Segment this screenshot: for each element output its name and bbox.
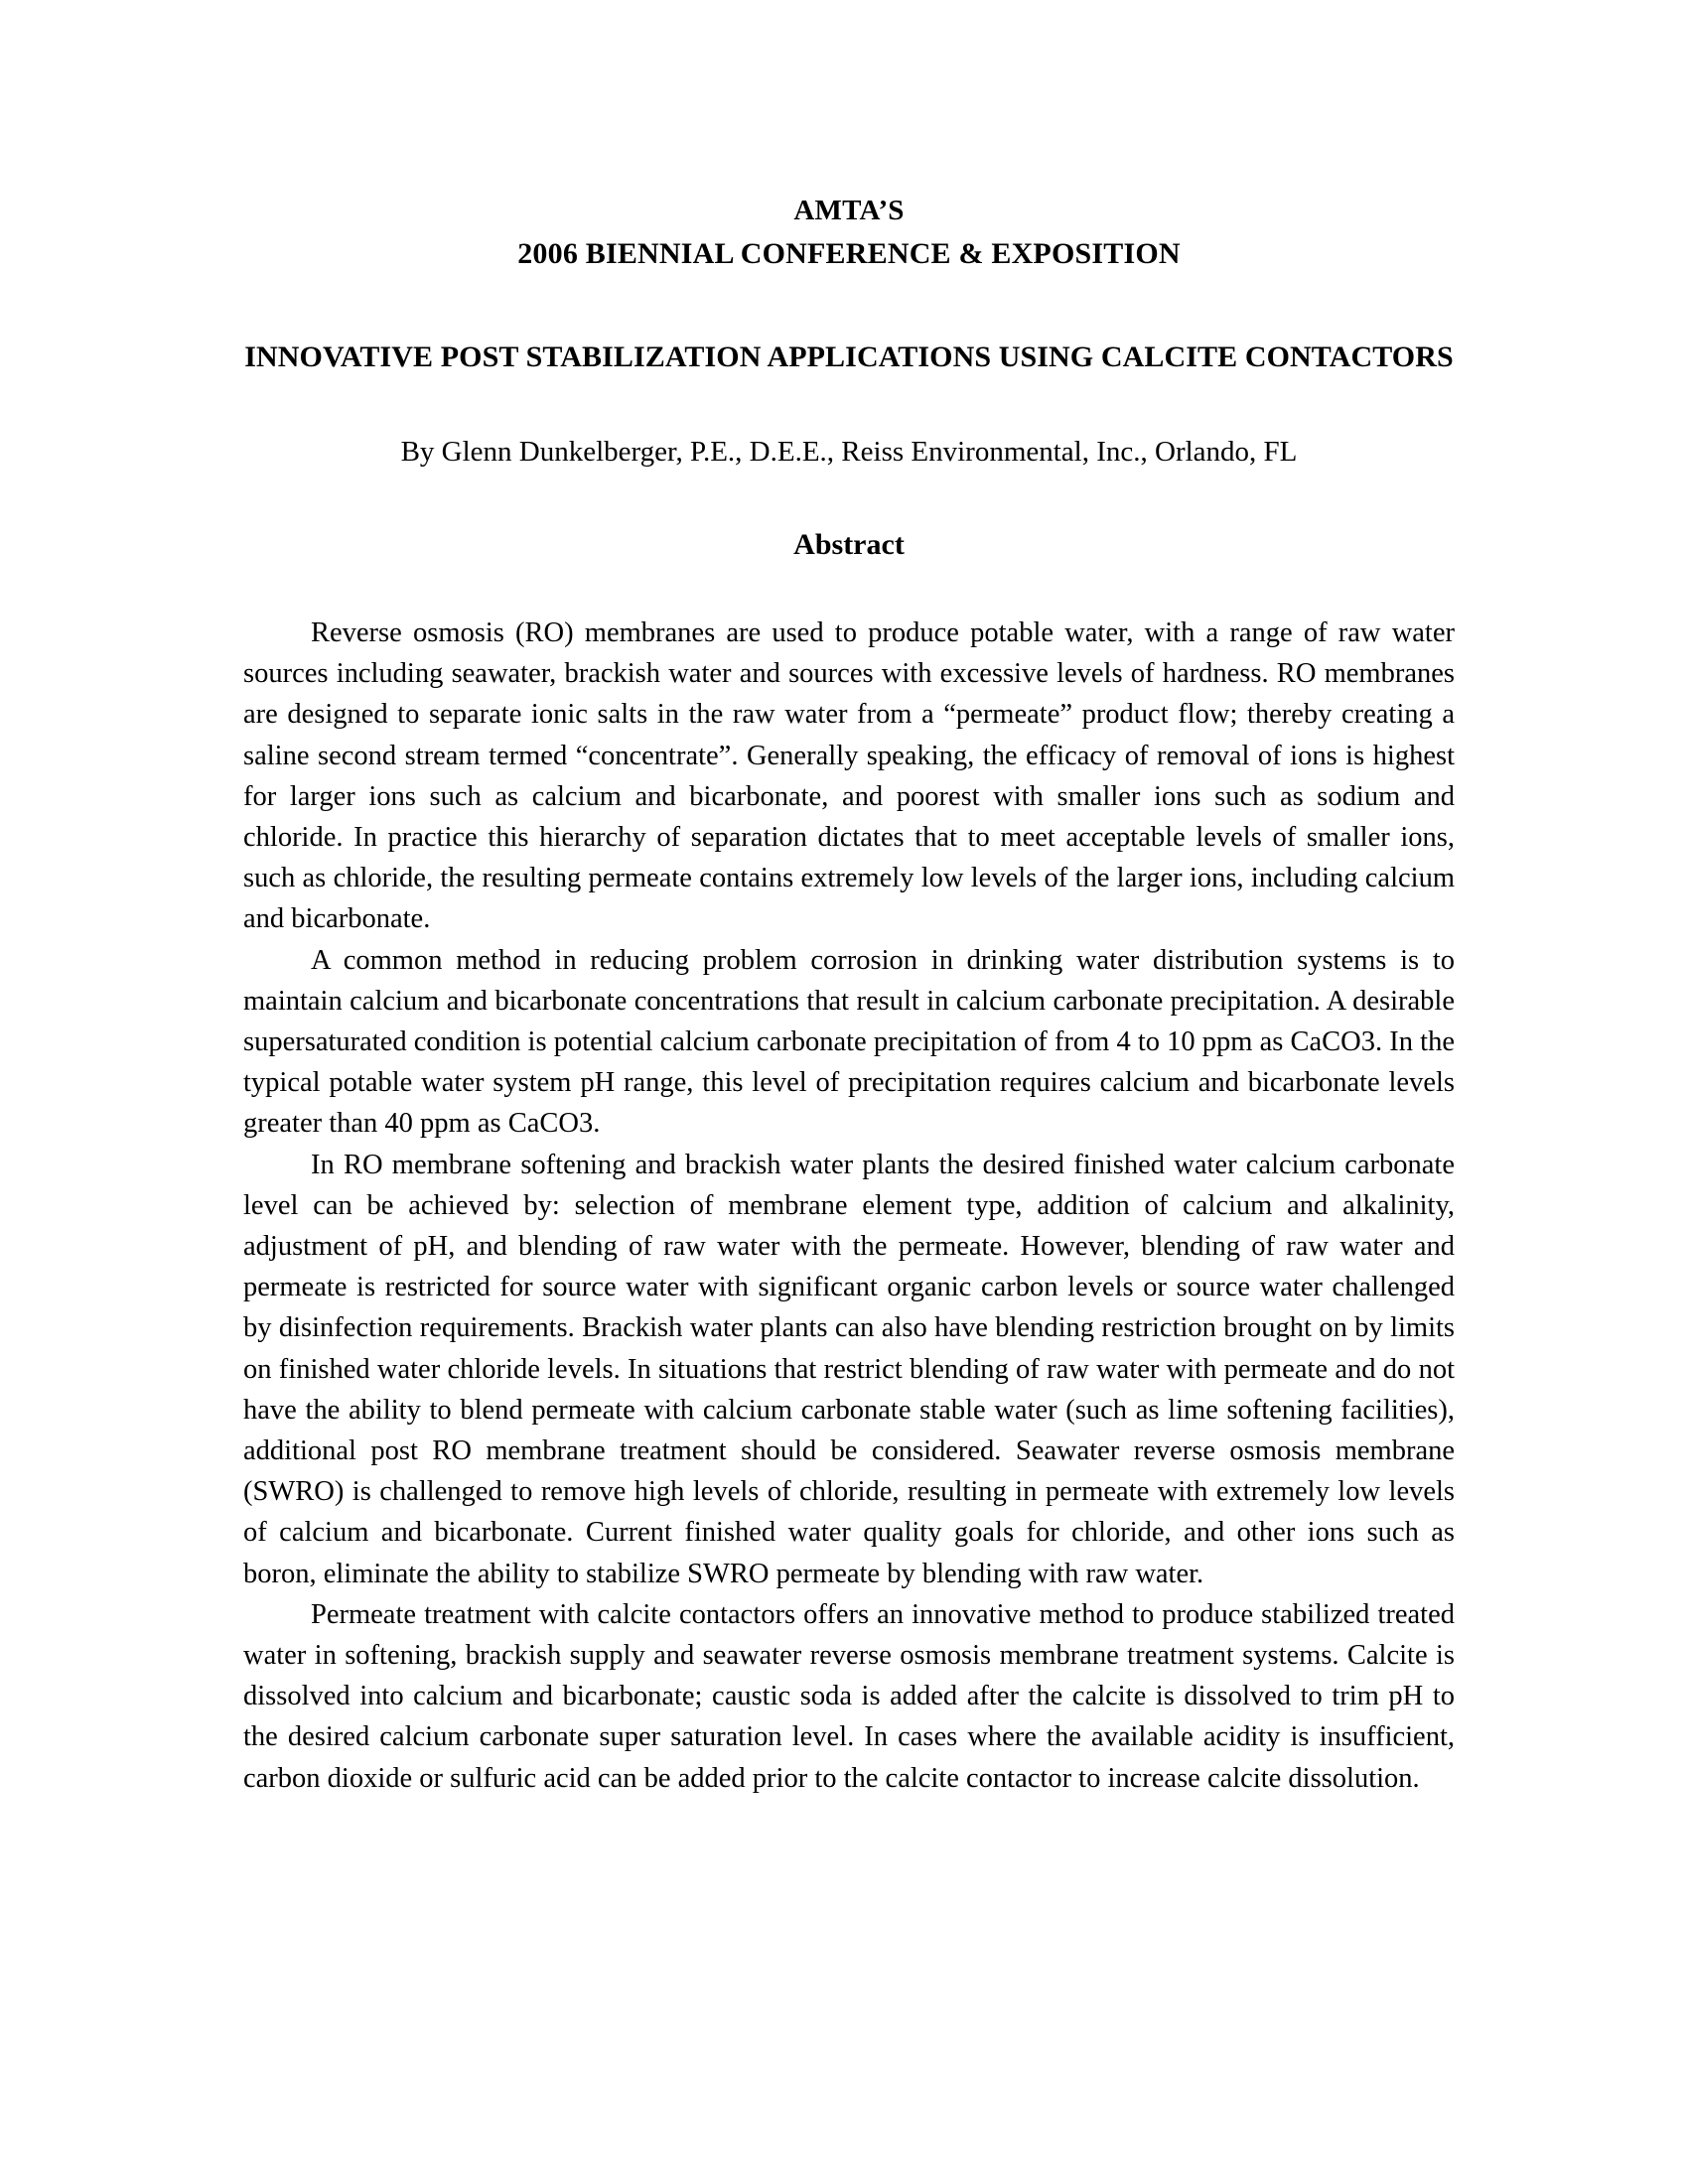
abstract-paragraph: Reverse osmosis (RO) membranes are used to produce potable water, with a range of raw water sources including seawater, brackish water and sources with excessive levels of hardness. RO membranes are designed to separate ionic salts in the raw water from a “permeate” product flow; thereby creating a saline second stream termed “concentrate”. Generally speaking, the efficacy of removal of ions is highest for larger ions such as calcium and bicarbonate, and poorest with smaller ions such as sodium and chloride. In practice this hierarchy of separation dictates that to meet acceptable levels of smaller ions, such as chloride, the resulting permeate contains extremely low levels of the larger ions, including calcium and bicarbonate. (243, 617, 1455, 935)
paper-title: INNOVATIVE POST STABILIZATION APPLICATIONS USING CALCITE CONTACTORS (244, 341, 1454, 373)
abstract-paragraph: In RO membrane softening and brackish water plants the desired finished water calcium carbonate level can be achieved by: selection of membrane element type, addition of calcium and alkalinity, adjustment of pH, and blending of raw water with the permeate. However, blending of raw water and permeate is restricted for source water with significant organic carbon levels or source water challenged by disinfection requirements. Brackish water plants can also have blending restriction brought on by limits on finished water chloride levels. In situations that restrict blending of raw water with permeate and do not have the ability to blend permeate with calcium carbonate stable water (such as lime softening facilities), additional post RO membrane treatment should be considered. Seawater reverse osmosis membrane (SWRO) is challenged to remove high levels of chloride, resulting in permeate with extremely low levels of calcium and bicarbonate. Current finished water quality goals for chloride, and other ions such as boron, eliminate the ability to stabilize SWRO permeate by blending with raw water. (243, 1149, 1455, 1589)
conference-organization: AMTA’S (793, 195, 905, 226)
paper-byline: By Glenn Dunkelberger, P.E., D.E.E., Reiss Environmental, Inc., Orlando, FL (400, 436, 1298, 468)
abstract-paragraph: A common method in reducing problem corrosion in drinking water distribution systems is to maintain calcium and bicarbonate concentrations that result in calcium carbonate precipitation. A desirable supersaturated condition is potential calcium carbonate precipitation of from 4 to 10 ppm as CaCO3. In the typical potable water system pH range, this level of precipitation requires calcium and bicarbonate levels greater than 40 ppm as CaCO3. (243, 944, 1455, 1140)
abstract-body (243, 613, 1455, 1799)
abstract-paragraph: Permeate treatment with calcite contactors offers an innovative method to produce stabilized treated water in softening, brackish supply and seawater reverse osmosis membrane treatment systems. Calcite is dissolved into calcium and bicarbonate; caustic soda is added after the calcite is dissolved to trim pH to the desired calcium carbonate super saturation level. In cases where the available acidity is insufficient, carbon dioxide or sulfuric acid can be added prior to the calcite contactor to increase calcite dissolution. (243, 1598, 1455, 1794)
abstract-heading: Abstract (793, 528, 905, 561)
conference-name: 2006 BIENNIAL CONFERENCE & EXPOSITION (517, 237, 1181, 270)
